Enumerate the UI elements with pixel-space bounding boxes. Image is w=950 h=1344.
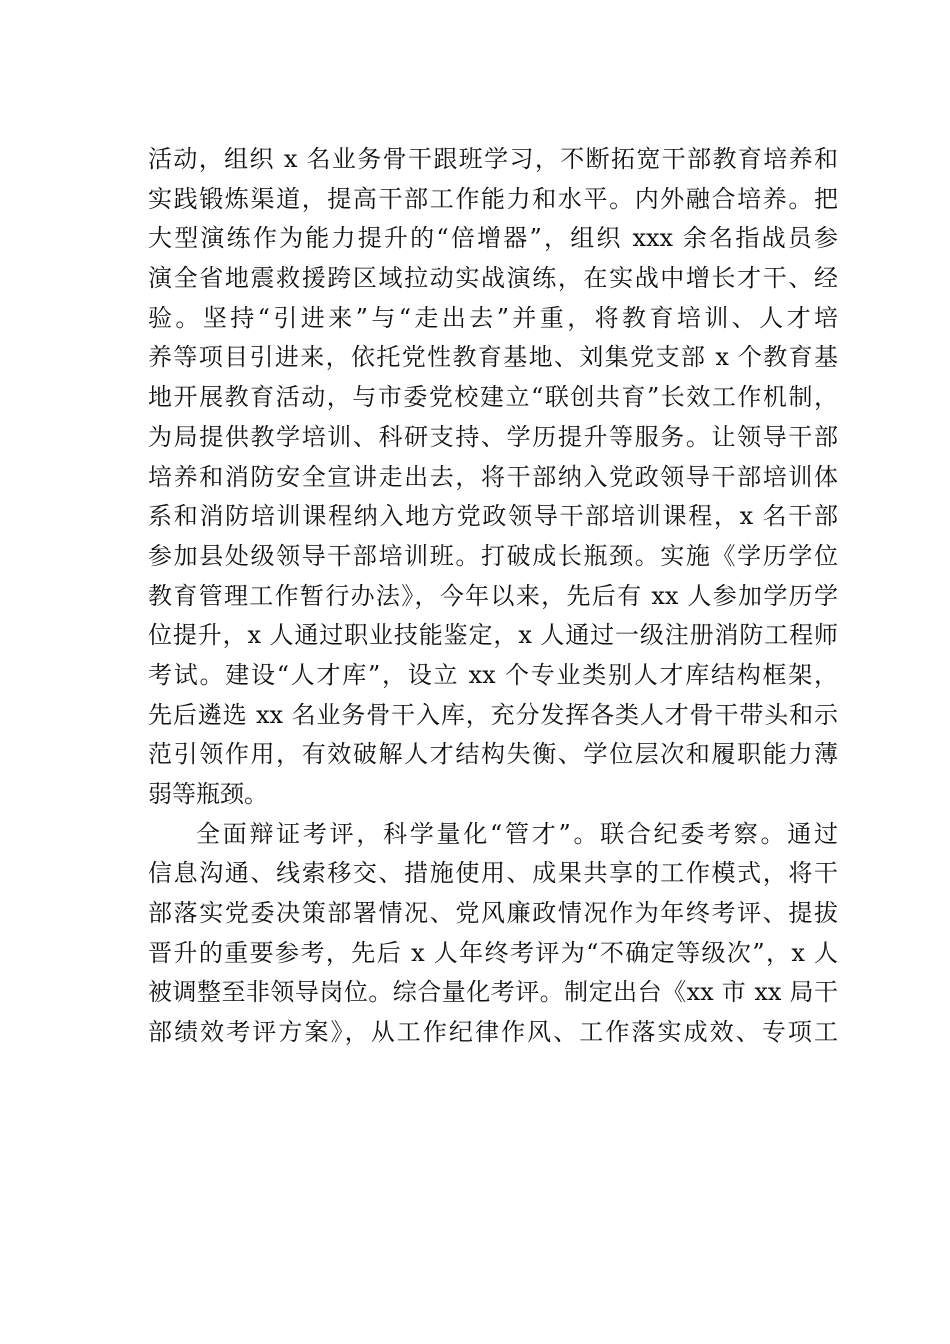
text-line: 范引领作用，有效破解人才结构失衡、学位层次和履职能力薄	[148, 740, 838, 769]
text-line: 部绩效考评方案》，从工作纪律作风、工作落实成效、专项工	[148, 1018, 838, 1047]
text-line: 晋升的重要参考，先后 x 人年终考评为“不确定等级次”，x 人	[148, 938, 838, 967]
text-line: 参加县处级领导干部培训班。打破成长瓶颈。实施《学历学位	[148, 541, 838, 570]
text-line: 系和消防培训课程纳入地方党政领导干部培训课程，x 名干部	[148, 502, 838, 531]
text-line: 考试。建设“人才库”，设立 xx 个专业类别人才库结构框架，	[148, 660, 838, 689]
paragraph-end-line: 弱等瓶颈。	[148, 780, 268, 808]
text-line: 活动，组织 x 名业务骨干跟班学习，不断拓宽干部教育培养和	[148, 145, 838, 173]
text-line: 先后遴选 xx 名业务骨干入库，充分发挥各类人才骨干带头和示	[148, 700, 838, 729]
text-line: 大型演练作为能力提升的“倍增器”，组织 xxx 余名指战员参	[148, 224, 838, 253]
text-line: 为局提供教学培训、科研支持、学历提升等服务。让领导干部	[148, 422, 838, 451]
body-text	[148, 140, 838, 1053]
text-line: 实践锻炼渠道，提高干部工作能力和水平。内外融合培养。把	[148, 184, 838, 213]
text-line: 地开展教育活动，与市委党校建立“联创共育”长效工作机制，	[148, 383, 838, 412]
text-line: 演全省地震救援跨区域拉动实战演练，在实战中增长才干、经	[148, 264, 838, 293]
text-line: 验。坚持“引进来”与“走出去”并重，将教育培训、人才培	[148, 303, 838, 332]
paragraph-first-line: 全面辩证考评，科学量化“管才”。联合纪委考察。通过	[196, 819, 838, 848]
text-line: 被调整至非领导岗位。综合量化考评。制定出台《xx 市 xx 局干	[148, 978, 838, 1007]
text-line: 养等项目引进来，依托党性教育基地、刘集党支部 x 个教育基	[148, 343, 838, 372]
text-line: 部落实党委决策部署情况、党风廉政情况作为年终考评、提拔	[148, 899, 838, 928]
text-line: 位提升，x 人通过职业技能鉴定，x 人通过一级注册消防工程师	[148, 621, 838, 650]
text-line: 培养和消防安全宣讲走出去，将干部纳入党政领导干部培训体	[148, 462, 838, 491]
text-line: 教育管理工作暂行办法》，今年以来，先后有 xx 人参加学历学	[148, 581, 838, 610]
text-line: 信息沟通、线索移交、措施使用、成果共享的工作模式，将干	[148, 859, 838, 888]
